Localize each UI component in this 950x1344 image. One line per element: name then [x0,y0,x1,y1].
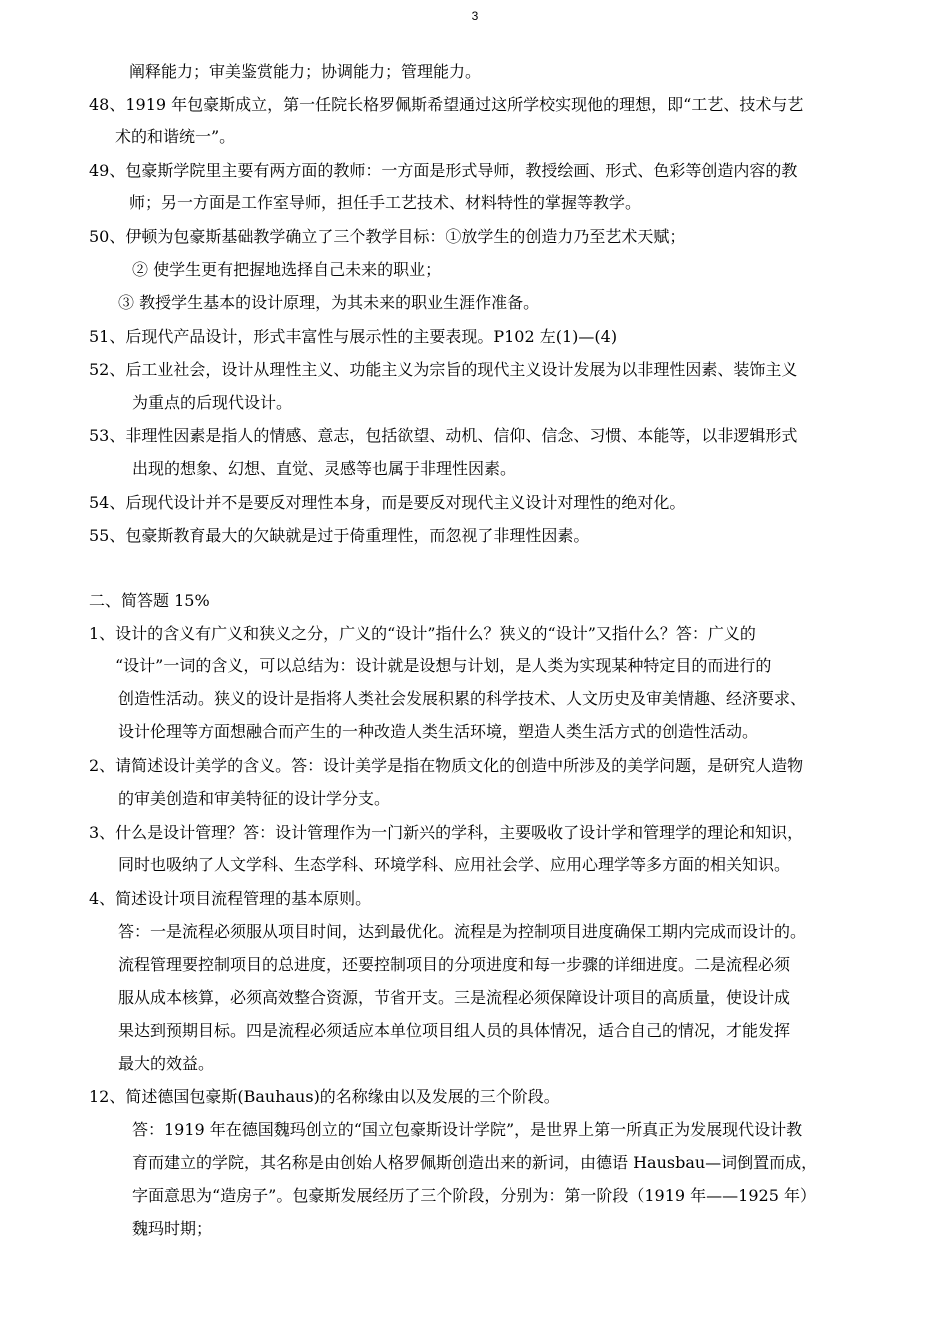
text-line: 48、1919 年包豪斯成立，第一任院长格罗佩斯希望通过这所学校实现他的理想，即“工艺、技术与艺 [89,95,804,114]
text-line: 55、包豪斯教育最大的欠缺就是过于倚重理性，而忽视了非理性因素。 [89,526,590,545]
text-line: 49、包豪斯学院里主要有两方面的教师：一方面是形式导师，教授绘画、形式、色彩等创造内容的教 [89,161,798,180]
text-line: 2、请简述设计美学的含义。答：设计美学是指在物质文化的创造中所涉及的美学问题，是研究人造物 [89,756,804,775]
text-line: 同时也吸纳了人文学科、生态学科、环境学科、应用社会学、应用心理学等多方面的相关知识。 [118,855,791,874]
text-line: 答：一是流程必须服从项目时间，达到最优化。流程是为控制项目进度确保工期内完成而设计的。 [118,922,807,941]
text-line: 师；另一方面是工作室导师，担任手工艺技术、材料特性的掌握等教学。 [129,193,642,212]
text-line: 51、后现代产品设计，形式丰富性与展示性的主要表现。P102 左(1)—(4) [89,327,618,346]
text-line: 设计伦理等方面想融合而产生的一种改造人类生活环境，塑造人类生活方式的创造性活动。 [118,722,759,741]
text-line: ② 使学生更有把握地选择自己未来的职业； [132,260,442,279]
text-line: 52、后工业社会，设计从理性主义、功能主义为宗旨的现代主义设计发展为以非理性因素、装饰主义 [89,360,798,379]
text-line: 3、什么是设计管理？答：设计管理作为一门新兴的学科，主要吸收了设计学和管理学的理论和知识， [89,823,804,842]
text-line: 为重点的后现代设计。 [132,393,293,412]
text-line: ③ 教授学生基本的设计原理，为其未来的职业生涯作准备。 [118,293,540,312]
text-line: 1、设计的含义有广义和狭义之分，广义的“设计”指什么？狭义的“设计”又指什么？答：广义的 [89,624,756,643]
text-line: 53、非理性因素是指人的情感、意志，包括欲望、动机、信仰、信念、习惯、本能等，以非逻辑形式 [89,426,798,445]
text-line: 12、简述德国包豪斯(Bauhaus)的名称缘由以及发展的三个阶段。 [89,1087,560,1106]
text-line: 育而建立的学院，其名称是由创始人格罗佩斯创造出来的新词，由德语 Hausbau—词倒置而成， [132,1153,818,1172]
text-line: 出现的想象、幻想、直觉、灵感等也属于非理性因素。 [132,459,517,478]
text-line: “设计”一词的含义，可以总结为：设计就是设想与计划，是人类为实现某种特定目的而进行的 [115,656,772,675]
text-line: 阐释能力；审美鉴赏能力；协调能力；管理能力。 [129,62,482,81]
page-number: 3 [471,9,479,23]
text-line: 果达到预期目标。四是流程必须适应本单位项目组人员的具体情况，适合自己的情况，才能发挥 [118,1021,791,1040]
text-line: 4、简述设计项目流程管理的基本原则。 [89,889,372,908]
section-heading: 二、简答题 15% [89,591,210,610]
text-line: 创造性活动。狭义的设计是指将人类社会发展积累的科学技术、人文历史及审美情趣、经济要求、 [118,689,807,708]
text-line: 魏玛时期； [132,1219,213,1238]
text-line: 最大的效益。 [118,1054,215,1073]
text-line: 54、后现代设计并不是要反对理性本身，而是要反对现代主义设计对理性的绝对化。 [89,493,686,512]
text-line: 的审美创造和审美特征的设计学分支。 [118,789,391,808]
text-line: 答：1919 年在德国魏玛创立的“国立包豪斯设计学院”，是世界上第一所真正为发展现代设计教 [132,1120,803,1139]
text-line: 服从成本核算，必须高效整合资源，节省开支。三是流程必须保障设计项目的高质量，使设计成 [118,988,791,1007]
text-line: 流程管理要控制项目的总进度，还要控制项目的分项进度和每一步骤的详细进度。二是流程必须 [118,955,791,974]
text-line: 50、伊顿为包豪斯基础教学确立了三个教学目标：①放学生的创造力乃至艺术天赋； [89,227,686,246]
text-line: 术的和谐统一”。 [115,127,236,146]
text-line: 字面意思为“造房子”。包豪斯发展经历了三个阶段，分别为：第一阶段（1919 年——1925 年） [132,1186,816,1205]
